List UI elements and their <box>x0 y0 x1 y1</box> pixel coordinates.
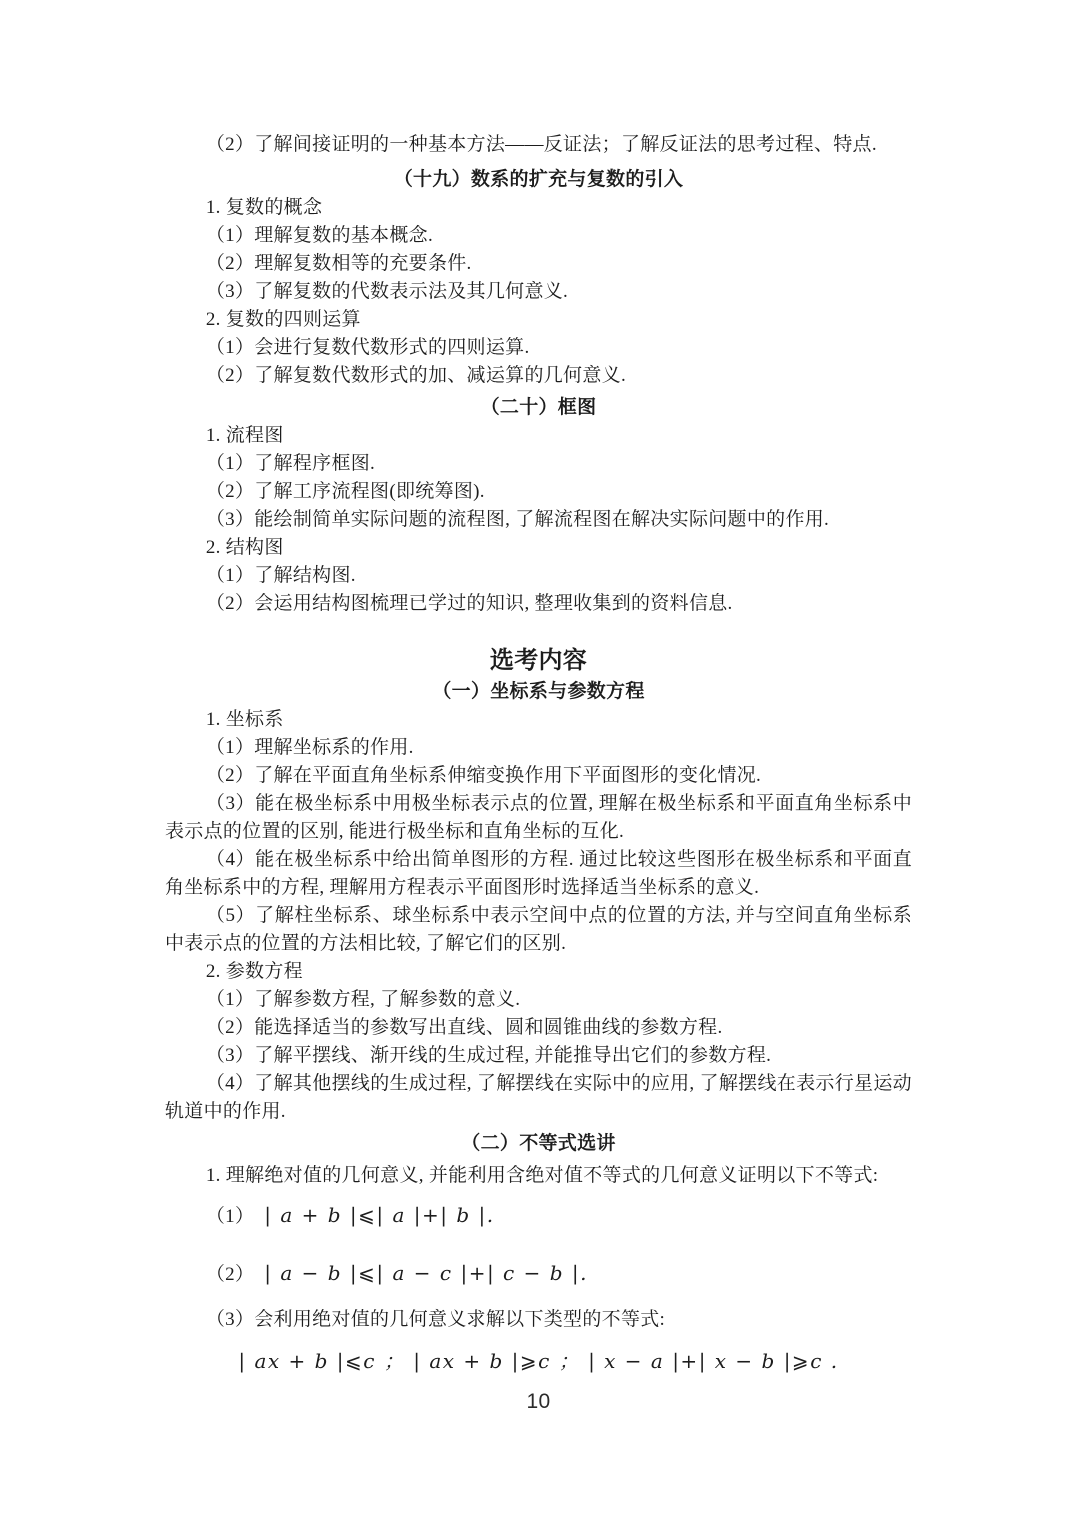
section-heading-19: （十九）数系的扩充与复数的引入 <box>393 169 684 190</box>
syllabus-line: （4）了解其他摆线的生成过程, 了解摆线在实际中的应用, 了解摆线在表示行星运动轨道中的作用. <box>165 1073 912 1122</box>
optional-content-heading: 选考内容 <box>489 648 588 674</box>
syllabus-line: （4）能在极坐标系中给出简单图形的方程. 通过比较这些图形在极坐标系和平面直角坐标系中的方程, 理解用方程表示平面图形时选择适当坐标系的意义. <box>165 849 912 898</box>
inequality-formula-2 <box>165 1256 912 1292</box>
syllabus-line: 2. 复数的四则运算 <box>205 309 361 330</box>
formula-label: （1） <box>205 1206 255 1227</box>
syllabus-line: （5）了解柱坐标系、球坐标系中表示空间中点的位置的方法, 并与空间直角坐标系中表示点的位置的方法相比较, 了解它们的区别. <box>165 905 912 954</box>
syllabus-line: （3）会利用绝对值的几何意义求解以下类型的不等式: <box>205 1309 666 1330</box>
formula-math: | a + b |⩽| a |+| b |. <box>264 1203 495 1227</box>
syllabus-line: 1. 理解绝对值的几何意义, 并能利用含绝对值不等式的几何意义证明以下不等式: <box>205 1165 879 1186</box>
syllabus-line: 1. 复数的概念 <box>205 197 323 218</box>
page-number: 10 <box>526 1390 551 1413</box>
syllabus-line: （3）能绘制简单实际问题的流程图, 了解流程图在解决实际问题中的作用. <box>205 509 830 530</box>
syllabus-line: 1. 坐标系 <box>205 709 284 730</box>
syllabus-line: （3）了解复数的代数表示法及其几何意义. <box>205 281 569 302</box>
syllabus-line: （1）了解结构图. <box>205 565 356 586</box>
syllabus-line: （2）理解复数相等的充要条件. <box>205 253 472 274</box>
syllabus-line: （1）了解参数方程, 了解参数的意义. <box>205 989 521 1010</box>
syllabus-line: 2. 参数方程 <box>205 961 303 982</box>
section-heading-inequality: （二）不等式选讲 <box>461 1133 616 1154</box>
syllabus-line: （1）了解程序框图. <box>205 453 376 474</box>
syllabus-line: （2）会运用结构图梳理已学过的知识, 整理收集到的资料信息. <box>205 593 733 614</box>
inequality-formula-1 <box>165 1198 912 1234</box>
inequality-formula-3 <box>165 1344 912 1380</box>
syllabus-line: 2. 结构图 <box>205 537 284 558</box>
syllabus-line: （3）了解平摆线、渐开线的生成过程, 并能推导出它们的参数方程. <box>205 1045 772 1066</box>
syllabus-line: （2）了解工序流程图(即统筹图). <box>205 481 485 502</box>
syllabus-line: （2）了解在平面直角坐标系伸缩变换作用下平面图形的变化情况. <box>205 765 762 786</box>
syllabus-line: （3）能在极坐标系中用极坐标表示点的位置, 理解在极坐标系和平面直角坐标系中表示点的位置的区别, 能进行极坐标和直角坐标的互化. <box>165 793 912 842</box>
syllabus-line: （1）理解坐标系的作用. <box>205 737 414 758</box>
section-heading-20: （二十）框图 <box>480 397 597 418</box>
syllabus-line: （1）理解复数的基本概念. <box>205 225 433 246</box>
syllabus-line: 1. 流程图 <box>205 425 284 446</box>
syllabus-line: （1）会进行复数代数形式的四则运算. <box>205 337 530 358</box>
formula-label: （2） <box>205 1264 255 1285</box>
formula-math: | a − b |⩽| a − c |+| c − b |. <box>264 1261 588 1285</box>
syllabus-line: （2）能选择适当的参数写出直线、圆和圆锥曲线的参数方程. <box>205 1017 723 1038</box>
syllabus-line: （2）了解复数代数形式的加、减运算的几何意义. <box>205 365 626 386</box>
syllabus-line: （2）了解间接证明的一种基本方法——反证法；了解反证法的思考过程、特点. <box>205 134 877 155</box>
formula-math: | ax + b |⩽c ； | ax + b |⩾c ； | x − a |+| x − b |⩾c . <box>238 1349 839 1373</box>
section-heading-coord: （一）坐标系与参数方程 <box>432 681 645 702</box>
